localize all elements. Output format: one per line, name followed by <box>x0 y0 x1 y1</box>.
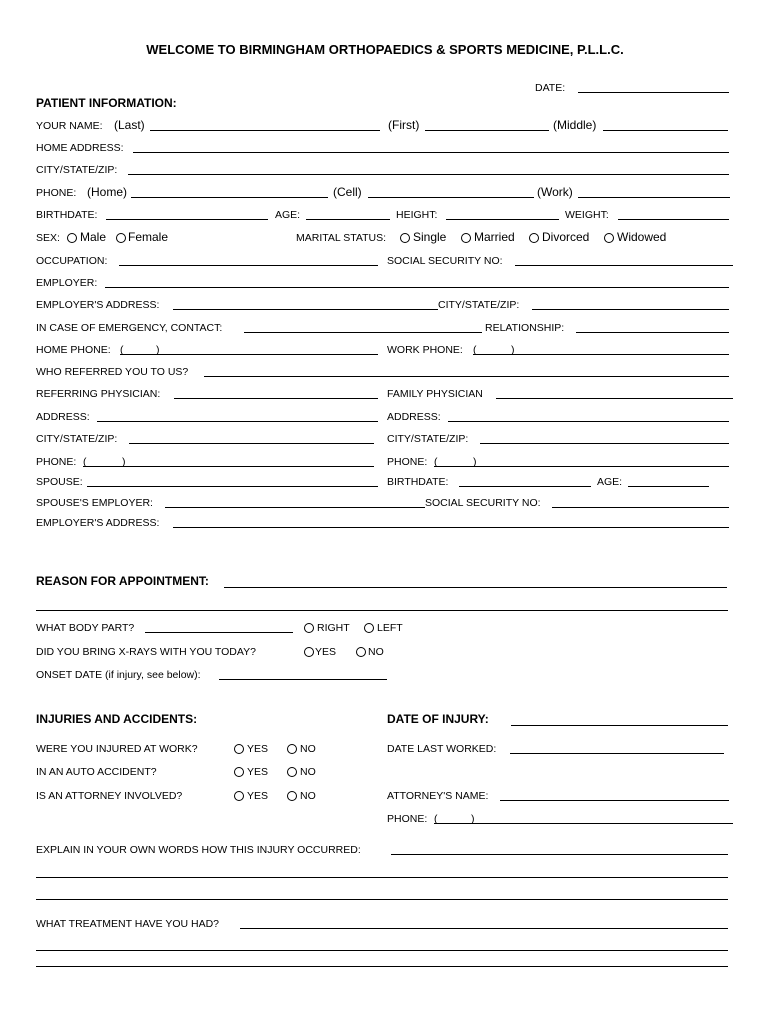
spouse-ssn-field[interactable] <box>552 507 729 508</box>
home-phone-type: (Home) <box>87 185 128 199</box>
employer-label: EMPLOYER: <box>36 277 98 289</box>
referring-address-field[interactable] <box>97 421 378 422</box>
emergency-contact-label: IN CASE OF EMERGENCY, CONTACT: <box>36 322 223 334</box>
spouse-birthdate-label: BIRTHDATE: <box>387 476 449 488</box>
referring-city-label: CITY/STATE/ZIP: <box>36 433 118 445</box>
auto-accident-label: IN AN AUTO ACCIDENT? <box>36 766 157 778</box>
weight-field[interactable] <box>618 219 729 220</box>
spouse-age-label: AGE: <box>597 476 623 488</box>
married-radio[interactable] <box>461 233 471 243</box>
home-phone-label: HOME PHONE: <box>36 344 111 356</box>
work-phone-label: WORK PHONE: <box>387 344 463 356</box>
age-field[interactable] <box>306 219 390 220</box>
treatment-field-1[interactable] <box>240 928 728 929</box>
home-phone-area-close: ) <box>156 344 160 356</box>
work-no-radio[interactable] <box>287 744 297 754</box>
height-field[interactable] <box>446 219 559 220</box>
attorney-name-label: ATTORNEY'S NAME: <box>387 790 489 802</box>
family-phone-field[interactable] <box>434 466 729 467</box>
referring-city-field[interactable] <box>129 443 374 444</box>
referring-phone-label: PHONE: <box>36 456 77 468</box>
your-name-label: YOUR NAME: <box>36 120 103 132</box>
married-label: Married <box>474 230 515 244</box>
family-address-field[interactable] <box>448 421 729 422</box>
male-label: Male <box>80 230 107 244</box>
body-part-field[interactable] <box>145 632 293 633</box>
work-phone-area-close: ) <box>511 344 515 356</box>
referring-physician-field[interactable] <box>174 398 378 399</box>
family-physician-field[interactable] <box>496 398 733 399</box>
spouse-employer-field[interactable] <box>165 507 425 508</box>
family-phone-open: ( <box>434 456 438 468</box>
relationship-label: RELATIONSHIP: <box>485 322 565 334</box>
work-phone-field[interactable] <box>578 197 730 198</box>
spouse-employer-address-label: EMPLOYER'S ADDRESS: <box>36 517 160 529</box>
divorced-radio[interactable] <box>529 233 539 243</box>
employer-city-field[interactable] <box>532 309 729 310</box>
male-radio[interactable] <box>67 233 77 243</box>
female-label: Female <box>128 230 169 244</box>
last-name-label: (Last) <box>114 118 145 132</box>
birthdate-label: BIRTHDATE: <box>36 209 98 221</box>
sex-label: SEX: <box>36 232 60 244</box>
attorney-yes-label: YES <box>247 790 269 802</box>
referred-label: WHO REFERRED YOU TO US? <box>36 366 189 378</box>
xrays-yes-label: YES <box>315 646 337 658</box>
work-phone-number-field[interactable] <box>473 354 729 355</box>
referred-field[interactable] <box>204 376 729 377</box>
treatment-field-2[interactable] <box>36 950 728 951</box>
city-state-zip-label: CITY/STATE/ZIP: <box>36 164 118 176</box>
city-state-zip-field[interactable] <box>128 174 729 175</box>
work-phone-type: (Work) <box>537 185 573 199</box>
ssn-field[interactable] <box>515 265 733 266</box>
birthdate-field[interactable] <box>106 219 268 220</box>
spouse-employer-address-field[interactable] <box>173 527 729 528</box>
divorced-label: Divorced <box>542 230 590 244</box>
treatment-label: WHAT TREATMENT HAVE YOU HAD? <box>36 918 220 930</box>
injuries-heading: INJURIES AND ACCIDENTS: <box>36 712 198 726</box>
spouse-ssn-label: SOCIAL SECURITY NO: <box>425 497 541 509</box>
last-name-field[interactable] <box>150 130 380 131</box>
referring-address-label: ADDRESS: <box>36 411 90 423</box>
auto-no-label: NO <box>300 766 316 778</box>
spouse-age-field[interactable] <box>628 486 709 487</box>
weight-label: WEIGHT: <box>565 209 609 221</box>
home-phone-field[interactable] <box>131 197 328 198</box>
onset-label: ONSET DATE (if injury, see below): <box>36 669 201 681</box>
work-yes-label: YES <box>247 743 269 755</box>
referring-phone-field[interactable] <box>83 466 374 467</box>
cell-phone-type: (Cell) <box>333 185 362 199</box>
left-radio[interactable] <box>364 623 374 633</box>
family-address-label: ADDRESS: <box>387 411 441 423</box>
attorney-name-field[interactable] <box>500 800 729 801</box>
first-name-field[interactable] <box>425 130 549 131</box>
spouse-birthdate-field[interactable] <box>459 486 591 487</box>
attorney-phone-open: ( <box>434 813 438 825</box>
home-phone-number-field[interactable] <box>120 354 378 355</box>
explain-field-2[interactable] <box>36 877 728 878</box>
explain-field-1[interactable] <box>391 854 728 855</box>
single-label: Single <box>413 230 447 244</box>
auto-yes-radio[interactable] <box>234 767 244 777</box>
work-phone-area-open: ( <box>473 344 477 356</box>
home-address-field[interactable] <box>133 152 729 153</box>
single-radio[interactable] <box>400 233 410 243</box>
reason-field[interactable] <box>224 587 727 588</box>
date-label: DATE: <box>535 82 566 94</box>
referring-phone-open: ( <box>83 456 87 468</box>
spouse-field[interactable] <box>87 486 378 487</box>
date-last-worked-field[interactable] <box>510 753 724 754</box>
employer-field[interactable] <box>105 287 729 288</box>
female-radio[interactable] <box>116 233 126 243</box>
referring-phone-close: ) <box>122 456 126 468</box>
occupation-label: OCCUPATION: <box>36 255 108 267</box>
treatment-field-3[interactable] <box>36 966 728 967</box>
attorney-phone-field[interactable] <box>434 823 733 824</box>
marital-status-label: MARITAL STATUS: <box>296 232 387 244</box>
family-physician-label: FAMILY PHYSICIAN <box>387 388 483 400</box>
middle-name-label: (Middle) <box>553 118 597 132</box>
auto-no-radio[interactable] <box>287 767 297 777</box>
patient-info-heading: PATIENT INFORMATION: <box>36 96 177 110</box>
spouse-employer-label: SPOUSE'S EMPLOYER: <box>36 497 153 509</box>
age-label: AGE: <box>275 209 301 221</box>
family-phone-label: PHONE: <box>387 456 428 468</box>
xrays-yes-radio[interactable] <box>304 647 314 657</box>
xrays-no-radio[interactable] <box>356 647 366 657</box>
auto-yes-label: YES <box>247 766 269 778</box>
employer-address-label: EMPLOYER'S ADDRESS: <box>36 299 160 311</box>
employer-address-field[interactable] <box>173 309 438 310</box>
spouse-label: SPOUSE: <box>36 476 83 488</box>
xrays-label: DID YOU BRING X-RAYS WITH YOU TODAY? <box>36 646 256 658</box>
employer-city-label: CITY/STATE/ZIP: <box>438 299 520 311</box>
injured-at-work-label: WERE YOU INJURED AT WORK? <box>36 743 198 755</box>
referring-physician-label: REFERRING PHYSICIAN: <box>36 388 161 400</box>
cell-phone-field[interactable] <box>368 197 534 198</box>
first-name-label: (First) <box>388 118 420 132</box>
explain-field-3[interactable] <box>36 899 728 900</box>
date-of-injury-field[interactable] <box>511 725 728 726</box>
date-last-worked-label: DATE LAST WORKED: <box>387 743 497 755</box>
form-title: WELCOME TO BIRMINGHAM ORTHOPAEDICS & SPORTS MEDICINE, P.L.L.C. <box>146 42 624 57</box>
attorney-phone-label: PHONE: <box>387 813 428 825</box>
relationship-field[interactable] <box>576 332 729 333</box>
height-label: HEIGHT: <box>396 209 438 221</box>
work-yes-radio[interactable] <box>234 744 244 754</box>
xrays-no-label: NO <box>368 646 384 658</box>
family-city-label: CITY/STATE/ZIP: <box>387 433 469 445</box>
widowed-label: Widowed <box>617 230 667 244</box>
body-part-label: WHAT BODY PART? <box>36 622 135 634</box>
home-phone-area-open: ( <box>120 344 124 356</box>
occupation-field[interactable] <box>119 265 378 266</box>
home-address-label: HOME ADDRESS: <box>36 142 124 154</box>
attorney-no-radio[interactable] <box>287 791 297 801</box>
date-of-injury-label: DATE OF INJURY: <box>387 712 489 726</box>
right-radio[interactable] <box>304 623 314 633</box>
phone-label: PHONE: <box>36 187 77 199</box>
attorney-phone-close: ) <box>471 813 475 825</box>
middle-name-field[interactable] <box>603 130 728 131</box>
attorney-yes-radio[interactable] <box>234 791 244 801</box>
onset-field[interactable] <box>219 679 387 680</box>
reason-heading: REASON FOR APPOINTMENT: <box>36 574 209 588</box>
reason-field-2[interactable] <box>36 610 728 611</box>
attorney-involved-label: IS AN ATTORNEY INVOLVED? <box>36 790 183 802</box>
emergency-contact-field[interactable] <box>244 332 482 333</box>
work-no-label: NO <box>300 743 316 755</box>
widowed-radio[interactable] <box>604 233 614 243</box>
right-label: RIGHT <box>317 622 350 634</box>
date-field[interactable] <box>578 92 729 93</box>
ssn-label: SOCIAL SECURITY NO: <box>387 255 503 267</box>
family-city-field[interactable] <box>480 443 729 444</box>
left-label: LEFT <box>377 622 403 634</box>
attorney-no-label: NO <box>300 790 316 802</box>
explain-label: EXPLAIN IN YOUR OWN WORDS HOW THIS INJURY OCCURRED: <box>36 844 361 856</box>
family-phone-close: ) <box>473 456 477 468</box>
